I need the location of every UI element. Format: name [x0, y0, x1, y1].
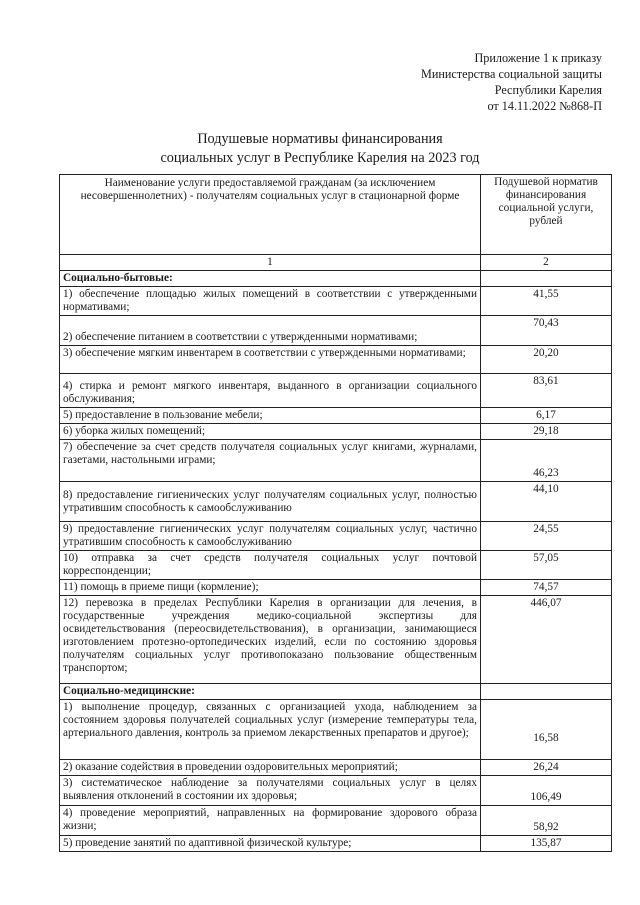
service-name: 6) уборка жилых помещений;	[60, 424, 481, 440]
document-title	[0, 130, 640, 168]
service-value: 44,10	[481, 482, 612, 522]
appendix-line-1: Приложение 1 к приказу	[474, 51, 602, 65]
service-value: 74,57	[481, 580, 612, 596]
service-value: 26,24	[481, 760, 612, 776]
table-row	[60, 760, 612, 776]
service-name: 3) систематическое наблюдение за получателями социальных услуг в целях выявления отклонений в состоянии их здоровья;	[60, 776, 481, 806]
service-name: 9) предоставление гигиенических услуг получателям социальных услуг, частично утратившим способность к самообслуживанию	[60, 522, 481, 551]
service-name: 7) обеспечение за счет средств получателя социальных услуг книгами, журналами, газетами, настольными играми;	[60, 440, 481, 482]
appendix-line-2: Министерства социальной защиты	[421, 67, 602, 81]
service-name: 1) выполнение процедур, связанных с организацией ухода, наблюдением за состоянием здоровья получателей социальных услуг (измерение температуры тела, артериального давления, контроль за приемом лекарственных препаратов и другое);	[60, 700, 481, 760]
table-row	[60, 700, 612, 760]
table-row	[60, 440, 612, 482]
service-value: 24,55	[481, 522, 612, 551]
table-row	[60, 316, 612, 346]
header-service-name: Наименование услуги предоставляемой гражданам (за исключением несовершеннолетних) - получателям социальных услуг в стационарной форме	[60, 175, 481, 255]
service-name: 2) оказание содействия в проведении оздоровительных мероприятий;	[60, 760, 481, 776]
table-row	[60, 806, 612, 836]
standards-table	[59, 174, 612, 852]
service-value: 70,43	[481, 316, 612, 346]
table-row	[60, 522, 612, 551]
column-numbers-row	[60, 255, 612, 271]
service-value: 57,05	[481, 551, 612, 580]
appendix-line-3: Республики Карелия	[494, 83, 602, 97]
service-value: 29,18	[481, 424, 612, 440]
service-name: 5) проведение занятий по адаптивной физической культуре;	[60, 836, 481, 852]
service-value: 446,07	[481, 596, 612, 684]
service-value: 46,23	[481, 440, 612, 482]
service-name: 3) обеспечение мягким инвентарем в соответствии с утвержденными нормативами;	[60, 346, 481, 374]
service-name: 12) перевозка в пределах Республики Карелия в организации для лечения, в государственные учреждения медико-социальной экспертизы для освидетельствования (переосвидетельствования), в организации, занимающиеся изготовлением протезно-ортопедических изделий, если по состоянию здоровья получателям социальных услуг противопоказано пользование общественным транспортом;	[60, 596, 481, 684]
table-row	[60, 424, 612, 440]
service-name: 2) обеспечение питанием в соответствии с утвержденными нормативами;	[60, 316, 481, 346]
table-row	[60, 596, 612, 684]
section-title-social-household: Социально-бытовые:	[60, 271, 481, 287]
table-row	[60, 580, 612, 596]
service-value: 106,49	[481, 776, 612, 806]
table-row	[60, 408, 612, 424]
service-name: 11) помощь в приеме пищи (кормление);	[60, 580, 481, 596]
title-line-2: социальных услуг в Республике Карелия на 2023 год	[160, 150, 480, 166]
appendix-line-4: от 14.11.2022 №868-П	[487, 99, 602, 113]
section-empty-cell	[481, 684, 612, 700]
table-row	[60, 374, 612, 408]
header-standard: Подушевой норматив финансирования социальной услуги, рублей	[481, 175, 612, 255]
section-header-row	[60, 684, 612, 700]
table-row	[60, 346, 612, 374]
service-name: 10) отправка за счет средств получателя социальных услуг почтовой корреспонденции;	[60, 551, 481, 580]
service-value: 6,17	[481, 408, 612, 424]
table-row	[60, 287, 612, 316]
section-empty-cell	[481, 271, 612, 287]
section-title-social-medical: Социально-медицинские:	[60, 684, 481, 700]
column-number-2: 2	[481, 255, 612, 271]
table-row	[60, 776, 612, 806]
service-value: 20,20	[481, 346, 612, 374]
service-value: 83,61	[481, 374, 612, 408]
section-header-row	[60, 271, 612, 287]
service-name: 8) предоставление гигиенических услуг получателям социальных услуг, полностью утратившим способность к самообслуживанию	[60, 482, 481, 522]
table-row	[60, 836, 612, 852]
service-name: 4) проведение мероприятий, направленных на формирование здорового образа жизни;	[60, 806, 481, 836]
service-value: 41,55	[481, 287, 612, 316]
service-value: 16,58	[481, 700, 612, 760]
service-value: 58,92	[481, 806, 612, 836]
column-number-1: 1	[60, 255, 481, 271]
service-name: 5) предоставление в пользование мебели;	[60, 408, 481, 424]
table-row	[60, 551, 612, 580]
table-row	[60, 482, 612, 522]
service-name: 4) стирка и ремонт мягкого инвентаря, выданного в организации социального обслуживания;	[60, 374, 481, 408]
appendix-block	[421, 50, 602, 114]
table-header-row	[60, 175, 612, 255]
service-name: 1) обеспечение площадью жилых помещений в соответствии с утвержденными нормативами;	[60, 287, 481, 316]
title-line-1: Подушевые нормативы финансирования	[197, 131, 443, 147]
service-value: 135,87	[481, 836, 612, 852]
